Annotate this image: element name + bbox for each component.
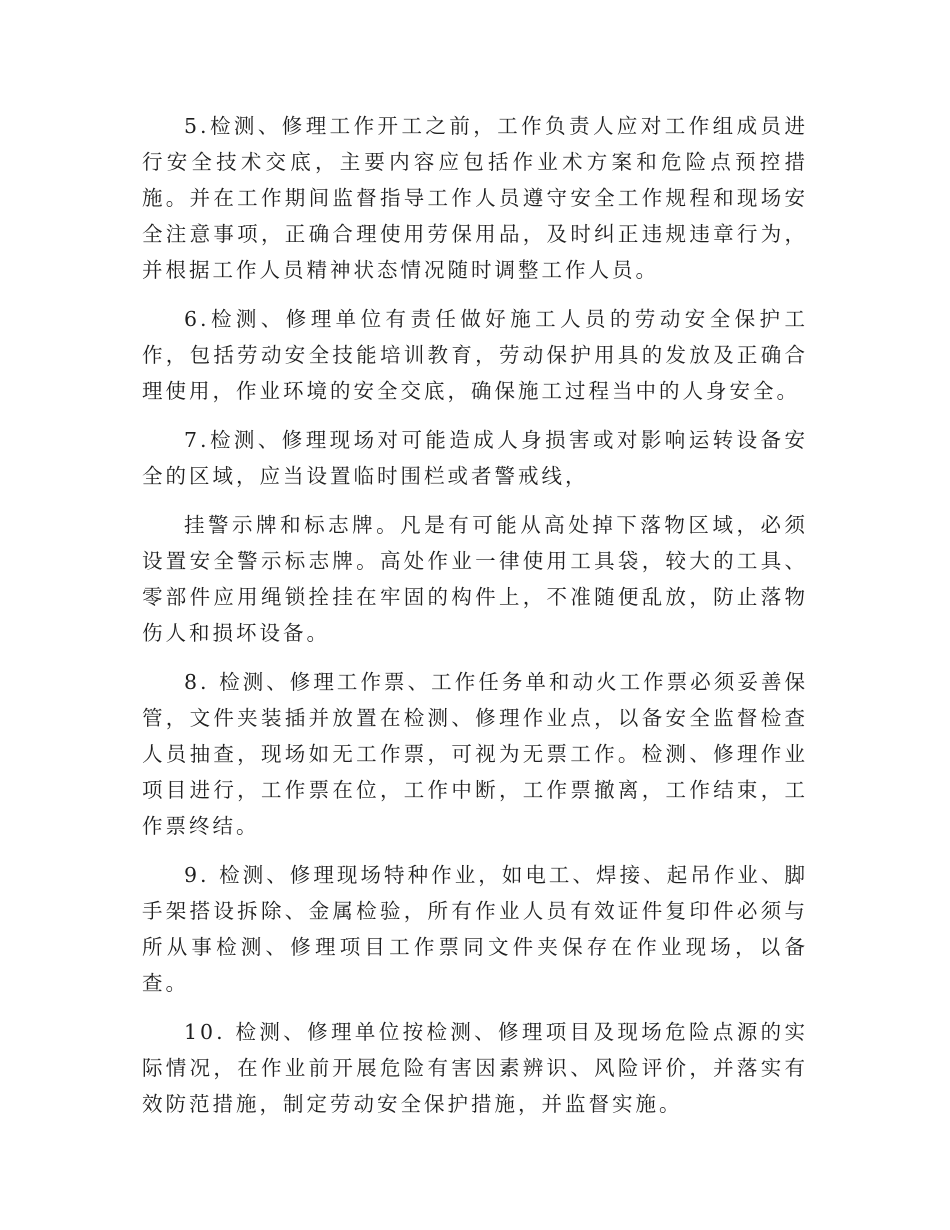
paragraph-5: 5.检测、修理工作开工之前，工作负责人应对工作组成员进行安全技术交底，主要内容应包括作业术方案和危险点预控措施。并在工作期间监督指导工作人员遵守安全工作规程和现场安全注意事项，正确合理使用劳保用品，及时纠正违规违章行为，并根据工作人员精神状态情况随时调整工作人员。 (142, 114, 808, 282)
paragraph-7: 7.检测、修理现场对可能造成人身损害或对影响运转设备安全的区域，应当设置临时围栏或者警戒线， (142, 428, 808, 488)
paragraph-9: 9. 检测、修理现场特种作业，如电工、焊接、起吊作业、脚手架搭设拆除、金属检验，所有作业人员有效证件复印件必须与所从事检测、修理项目工作票同文件夹保存在作业现场，以备查。 (142, 863, 808, 995)
paragraph-8: 8. 检测、修理工作票、工作任务单和动火工作票必须妥善保管，文件夹装插并放置在检测、修理作业点，以备安全监督检查人员抽查，现场如无工作票，可视为无票工作。检测、修理作业项目进行，工作票在位，工作中断，工作票撤离，工作结束，工作票终结。 (142, 670, 808, 838)
paragraph-6: 6.检测、修理单位有责任做好施工人员的劳动安全保护工作，包括劳动安全技能培训教育，劳动保护用具的发放及正确合理使用，作业环境的安全交底，确保施工过程当中的人身安全。 (142, 307, 808, 403)
paragraph-7-continued: 挂警示牌和标志牌。凡是有可能从高处掉下落物区域，必须设置安全警示标志牌。高处作业一律使用工具袋，较大的工具、零部件应用绳锁拴挂在牢固的构件上，不准随便乱放，防止落物伤人和损坏设备。 (142, 513, 808, 645)
document-body (142, 108, 808, 1135)
paragraph-10: 10. 检测、修理单位按检测、修理项目及现场危险点源的实际情况，在作业前开展危险有害因素辨识、风险评价，并落实有效防范措施，制定劳动安全保护措施，并监督实施。 (142, 1020, 808, 1116)
